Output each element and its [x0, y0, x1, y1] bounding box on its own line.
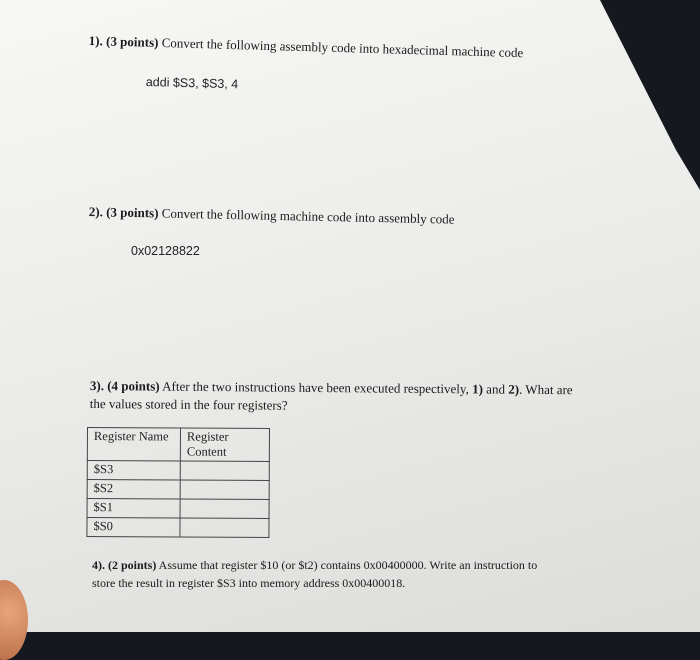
question-3-label: 3). (4 points)	[89, 377, 160, 394]
question-2-label: 2). (3 points)	[88, 204, 159, 221]
table-row	[87, 499, 269, 519]
question-1-text: Convert the following assembly code into hexadecimal machine code	[158, 34, 524, 61]
question-3-text-b: . What are	[519, 381, 573, 398]
question-4	[92, 556, 537, 592]
question-1-code: addi $S3, $S3, 4	[145, 75, 239, 92]
question-3-text-a: After the two instructions have been executed respectively,	[159, 378, 473, 397]
question-4-line-2: store the result in register $S3 into memory address 0x00400018.	[92, 576, 406, 590]
register-name-cell: $S1	[87, 499, 180, 518]
register-content-cell	[180, 461, 269, 480]
register-name-cell: $S3	[87, 461, 180, 480]
register-content-cell	[180, 480, 269, 499]
header-register-name: Register Name	[87, 428, 180, 461]
header-register-content: Register Content	[180, 428, 269, 461]
table-header-row	[87, 428, 269, 462]
question-3-ref-2: 2)	[508, 381, 520, 397]
register-content-cell	[180, 499, 269, 518]
table-row	[87, 480, 269, 500]
question-2-code: 0x02128822	[131, 244, 200, 258]
question-4-label: 4). (2 points)	[92, 558, 157, 572]
question-3-ref-1: 1)	[472, 381, 484, 397]
question-3-line-2: the values stored in the four registers?	[89, 395, 288, 413]
question-3	[90, 377, 573, 417]
register-content-cell	[180, 518, 269, 537]
register-table	[86, 427, 270, 538]
register-name-cell: $S2	[87, 480, 180, 499]
question-2-text: Convert the following machine code into assembly code	[158, 205, 455, 227]
question-4-line-1: Assume that register $10 (or $t2) contains 0x00400000. Write an instruction to	[156, 558, 538, 572]
question-1-label: 1). (3 points)	[88, 33, 159, 50]
table-row	[87, 518, 269, 538]
register-name-cell: $S0	[87, 518, 180, 537]
question-3-and: and	[482, 381, 509, 397]
table-row	[87, 461, 269, 481]
